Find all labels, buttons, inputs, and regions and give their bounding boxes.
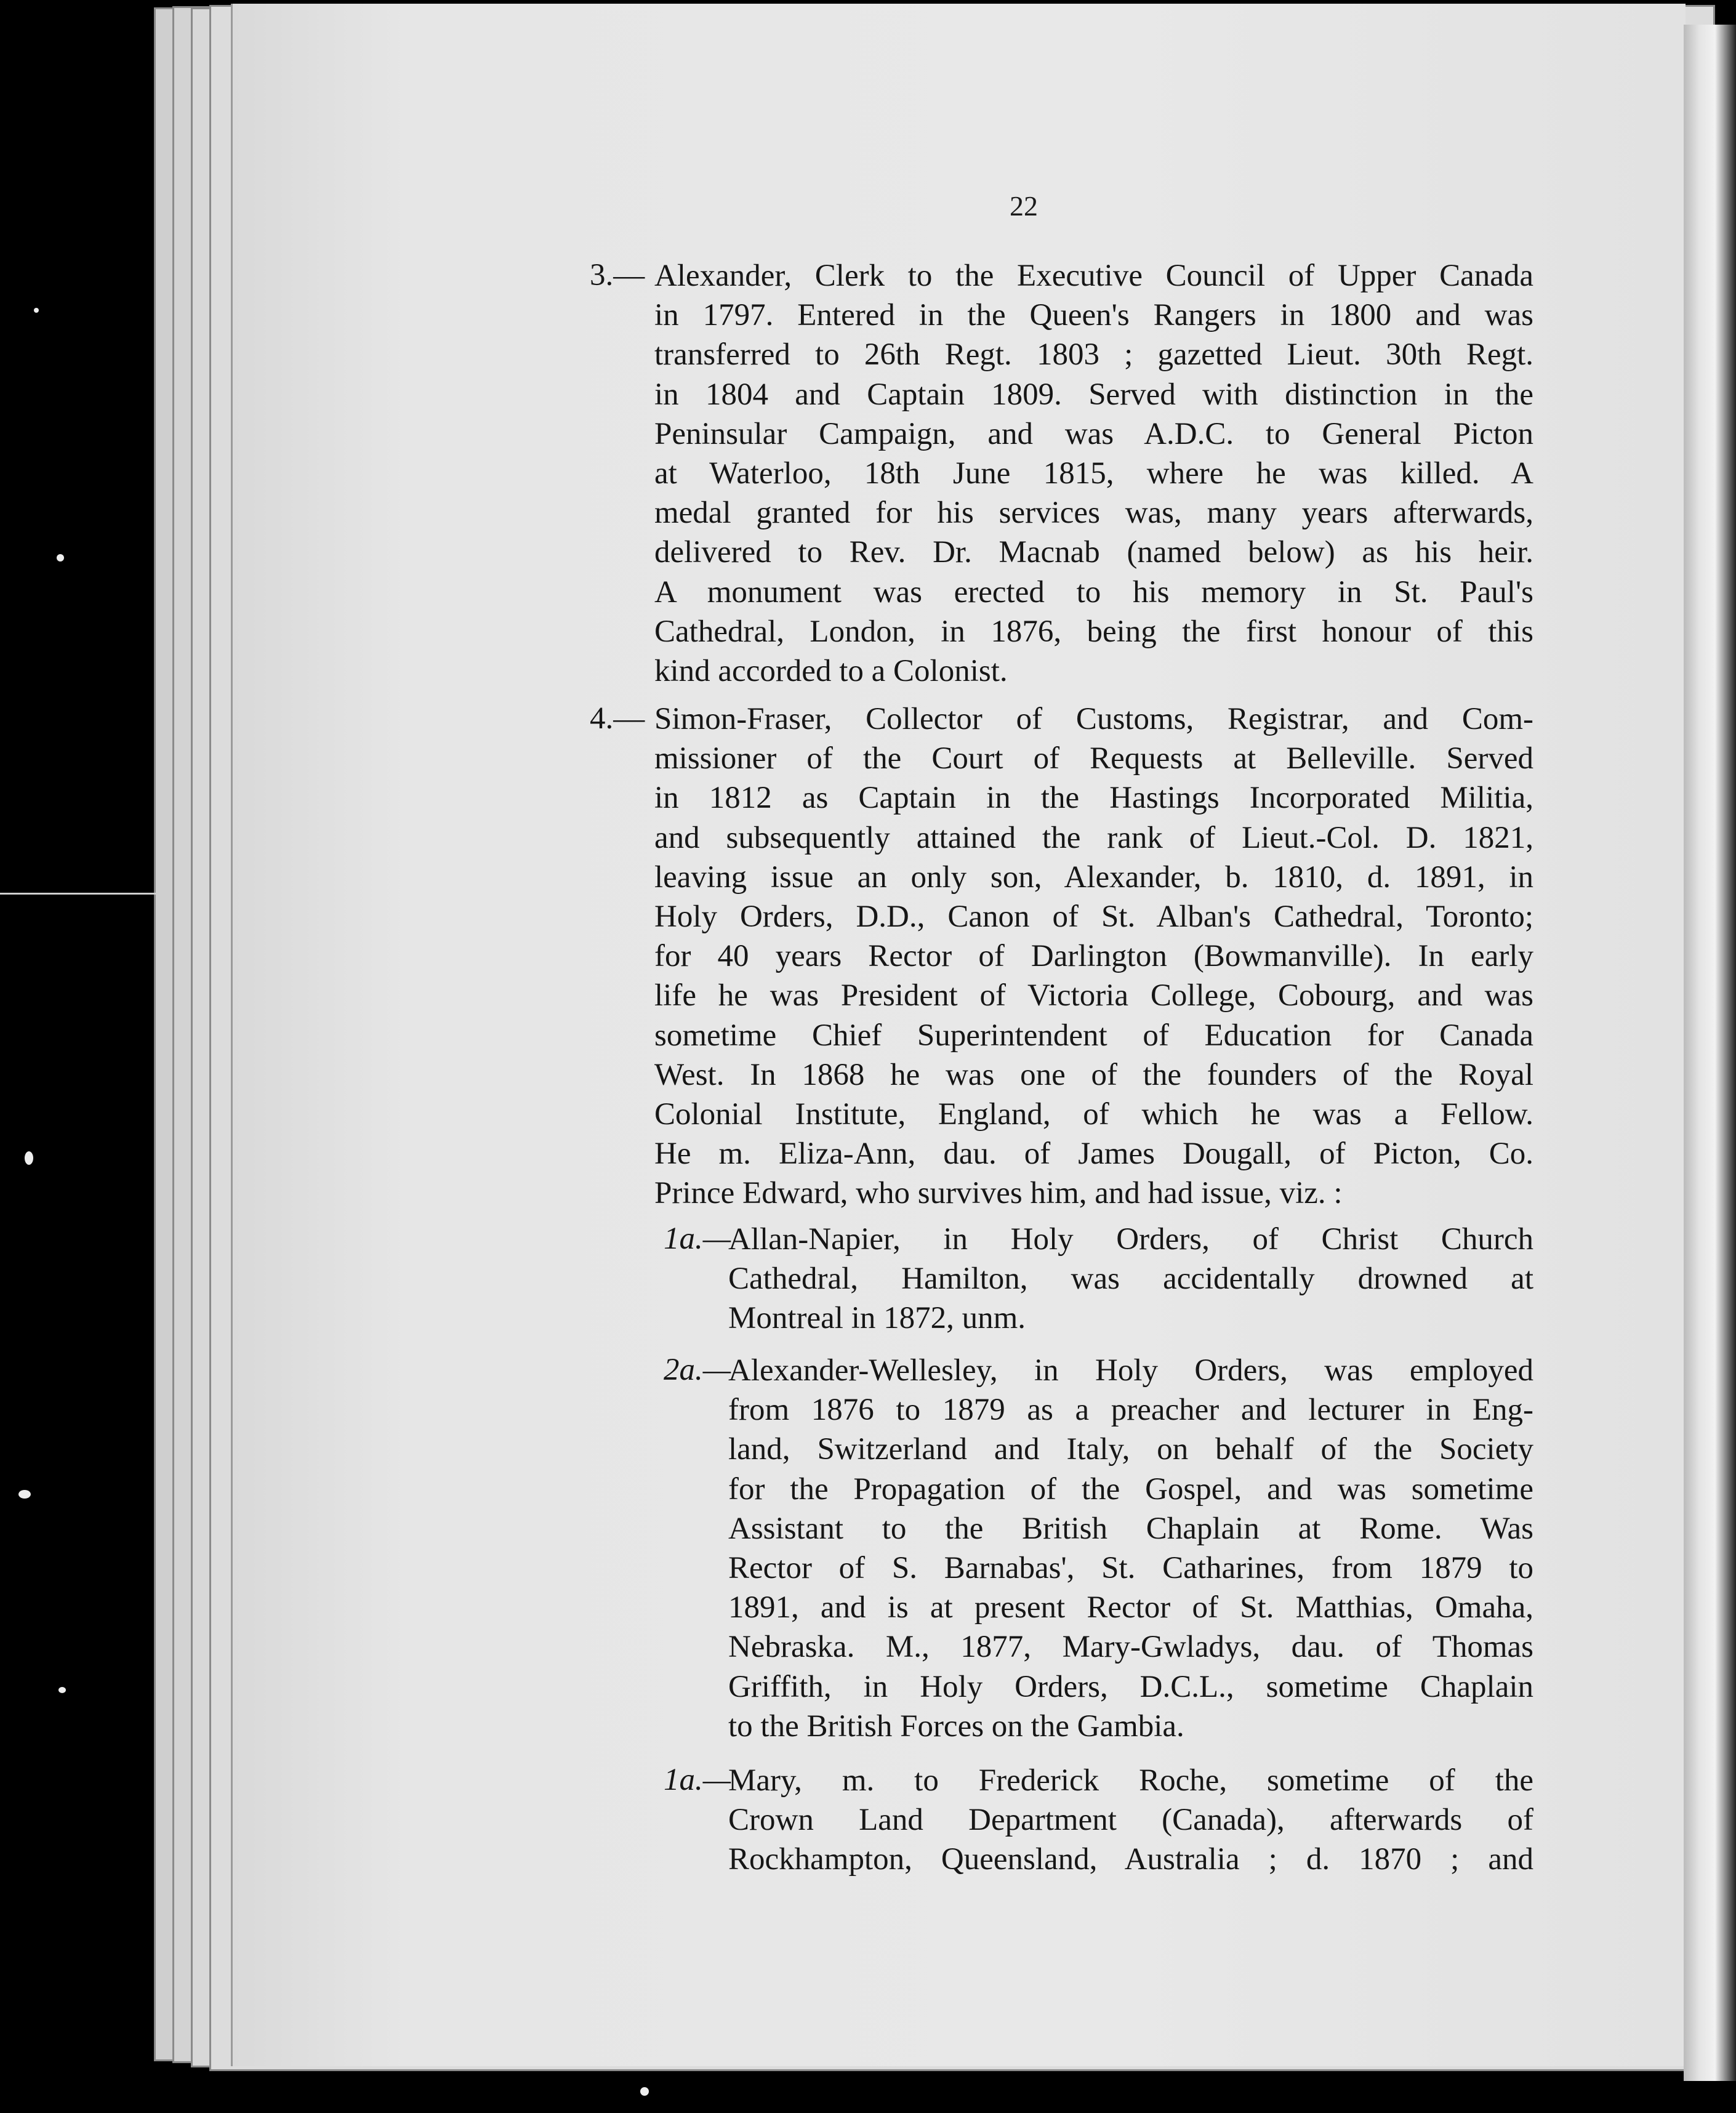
page-right-edge (1684, 25, 1736, 2081)
scan-speck (58, 1687, 66, 1693)
text-line: Holy Orders, D.D., Canon of St. Alban's Cathedral, Toronto; (654, 900, 1533, 935)
text-line: delivered to Rev. Dr. Macnab (named below) as his heir. (654, 535, 1533, 570)
text-line: kind accorded to a Colonist. (654, 654, 1008, 689)
text-line: Peninsular Campaign, and was A.D.C. to General Picton (654, 416, 1533, 451)
text-line: Nebraska. M., 1877, Mary-Gwladys, dau. of Thomas (728, 1630, 1533, 1665)
text-line: in 1797. Entered in the Queen's Rangers in 1800 and was (654, 298, 1533, 333)
scan-speck (25, 1151, 33, 1165)
subentry-number: 2a.— (664, 1353, 731, 1387)
text-line: Simon-Fraser, Collector of Customs, Registrar, and Com- (654, 702, 1533, 736)
scan-speck (57, 554, 64, 561)
text-line: transferred to 26th Regt. 1803 ; gazetted Lieut. 30th Regt. (654, 337, 1533, 372)
text-line: land, Switzerland and Italy, on behalf of the Society (728, 1432, 1533, 1467)
text-line: Allan-Napier, in Holy Orders, of Christ Church (728, 1222, 1533, 1257)
text-line: Mary, m. to Frederick Roche, sometime of the (728, 1763, 1533, 1798)
text-line: leaving issue an only son, Alexander, b. 1810, d. 1891, in (654, 859, 1533, 895)
text-line: Alexander-Wellesley, in Holy Orders, was employed (728, 1353, 1533, 1388)
text-line: in 1812 as Captain in the Hastings Incorporated Militia, (654, 781, 1533, 816)
entry-text (654, 256, 1533, 691)
text-line: Cathedral, London, in 1876, being the first honour of this (654, 614, 1533, 649)
entry-number: 3.— (590, 258, 645, 292)
text-line: Alexander, Clerk to the Executive Council of Upper Canada (654, 259, 1533, 293)
text-line: Assistant to the British Chaplain at Rome. Was (728, 1511, 1533, 1546)
scan-speck (34, 308, 39, 313)
text-line: Montreal in 1872, unm. (728, 1301, 1026, 1336)
text-line: for 40 years Rector of Darlington (Bowmanville). In early (654, 939, 1533, 974)
text-line: life he was President of Victoria College, Cobourg, and was (654, 978, 1533, 1013)
text-line: in 1804 and Captain 1809. Served with distinction in the (654, 377, 1533, 412)
text-line: sometime Chief Superintendent of Education for Canada (654, 1018, 1533, 1053)
subentry-text (728, 1351, 1533, 1746)
text-line: A monument was erected to his memory in St. Paul's (654, 574, 1533, 610)
text-line: Prince Edward, who survives him, and had issue, viz. : (654, 1176, 1343, 1211)
text-line: Rector of S. Barnabas', St. Catharines, from 1879 to (728, 1551, 1533, 1586)
text-line: medal granted for his services was, many years afterwards, (654, 496, 1533, 531)
text-line: at Waterloo, 18th June 1815, where he was killed. A (654, 456, 1533, 491)
subentry-text (728, 1761, 1533, 1880)
scan-line (0, 893, 166, 895)
scan-speck (640, 2087, 649, 2096)
text-line: from 1876 to 1879 as a preacher and lecturer in Eng- (728, 1393, 1533, 1428)
entry-number: 4.— (590, 701, 645, 736)
text-line: 1891, and is at present Rector of St. Matthias, Omaha, (728, 1590, 1533, 1625)
text-line: missioner of the Court of Requests at Belleville. Served (654, 741, 1533, 776)
scan-speck (18, 1490, 31, 1499)
text-line: Rockhampton, Queensland, Australia ; d. 1870 ; and (728, 1842, 1533, 1877)
subentry-number: 1a.— (664, 1763, 731, 1797)
text-line: He m. Eliza-Ann, dau. of James Dougall, of Picton, Co. (654, 1137, 1533, 1172)
entry-text (654, 699, 1533, 1213)
text-line: Colonial Institute, England, of which he was a Fellow. (654, 1097, 1533, 1132)
page-number: 22 (1010, 190, 1038, 222)
text-line: to the British Forces on the Gambia. (728, 1709, 1184, 1744)
text-line: Griffith, in Holy Orders, D.C.L., sometime Chaplain (728, 1669, 1533, 1704)
text-line: Crown Land Department (Canada), afterwards of (728, 1803, 1533, 1838)
text-line: West. In 1868 he was one of the founders of the Royal (654, 1057, 1533, 1092)
text-line: for the Propagation of the Gospel, and was sometime (728, 1471, 1533, 1507)
subentry-number: 1a.— (664, 1222, 731, 1256)
text-line: Cathedral, Hamilton, was accidentally drowned at (728, 1262, 1533, 1297)
text-line: and subsequently attained the rank of Lieut.-Col. D. 1821, (654, 820, 1533, 855)
subentry-text (728, 1220, 1533, 1338)
